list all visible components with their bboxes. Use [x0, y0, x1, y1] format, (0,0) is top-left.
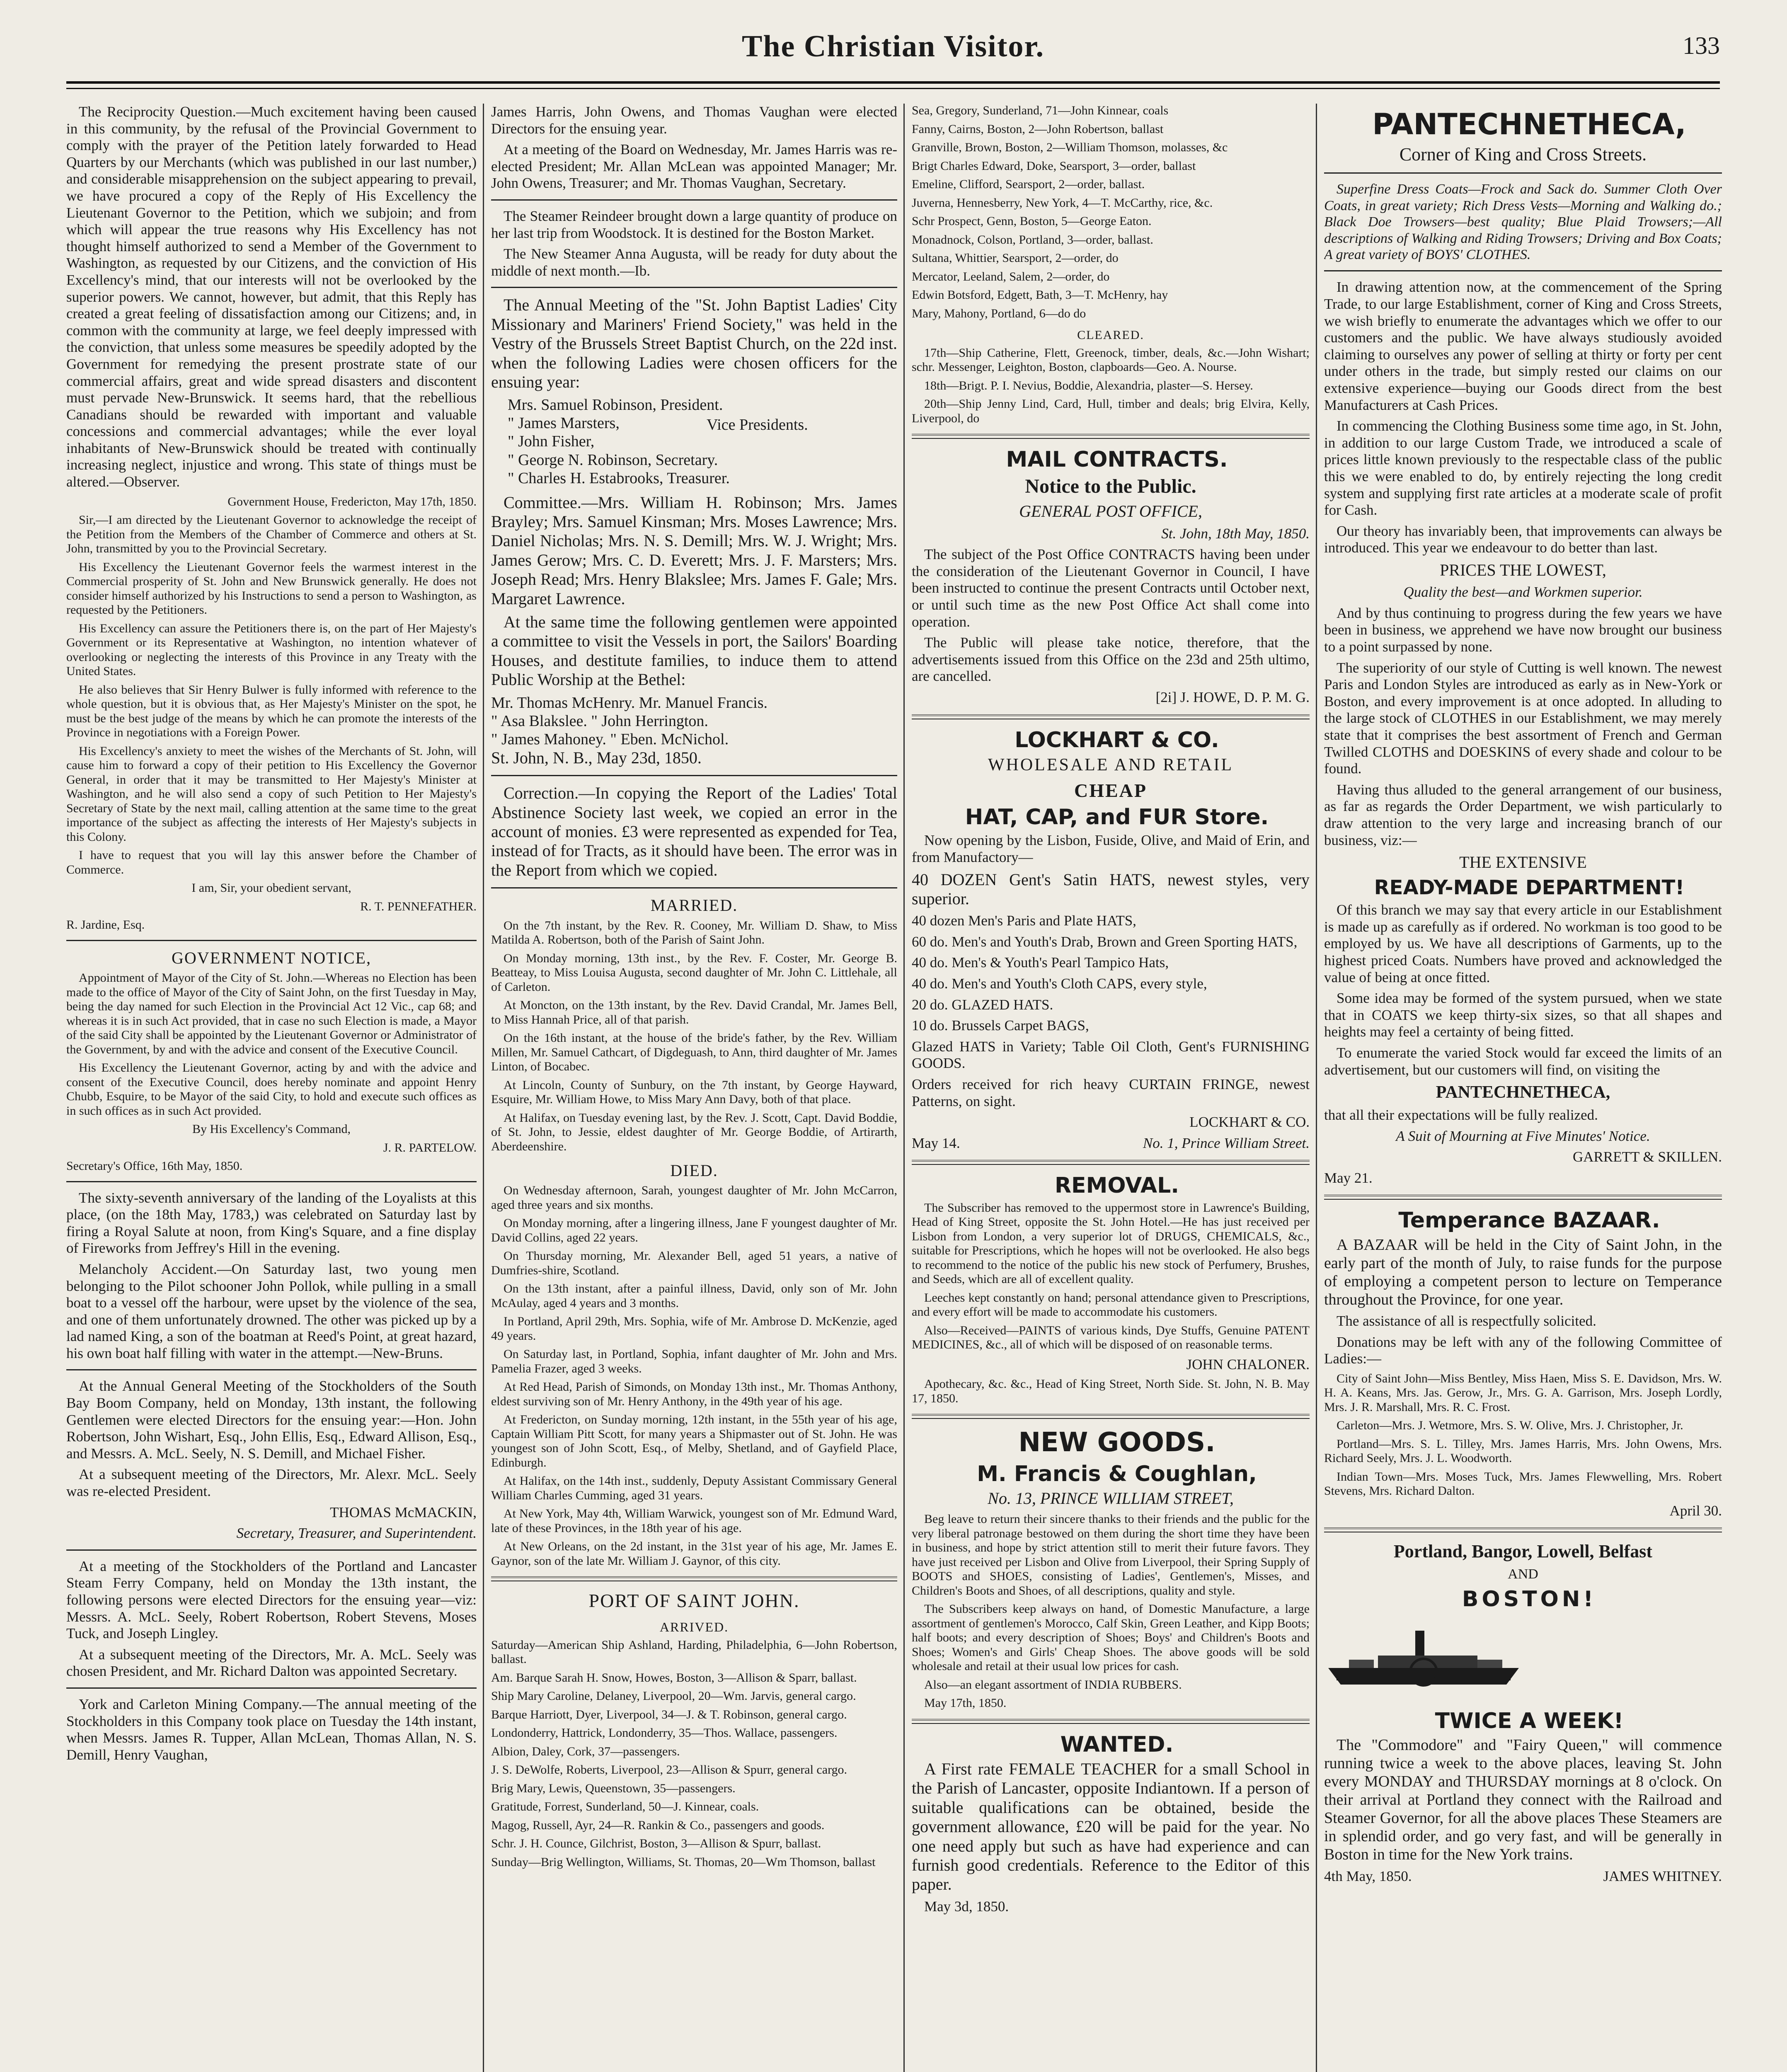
bazaar-heading: Temperance BAZAAR. [1398, 1208, 1660, 1233]
bazaar-paragraph: Donations may be left with any of the following Committee of Ladies:— [1324, 1334, 1722, 1367]
signoff: I am, Sir, your obedient servant, [191, 881, 351, 895]
hat-store-heading: HAT, CAP, and FUR Store. [965, 805, 1269, 830]
reindeer-article: The Steamer Reindeer brought down a large quantity of produce on her last trip from Woodstock. It is destined for the Boston Market. [491, 208, 897, 241]
cleared-entry: 17th—Ship Catherine, Flett, Greenock, timber, deals, &c.—John Wishart; schr. Messenger, Leighton, Boston, clapboards—Geo. A. Nourse. [912, 346, 1310, 374]
divider [912, 1414, 1310, 1419]
column-divider [483, 104, 484, 2072]
wanted-heading: WANTED. [1060, 1732, 1174, 1757]
steamer-paragraph: The "Commodore" and "Fairy Queen," will commence running twice a week to the above places, leaving St. John every MONDAY and THURSDAY mornings at 8 o'clock. On their arrival at Portland they connect with the Railroad and Steamer Governor, for all the above places These Steamers are in splendid order, and go very fast, and will be generally in Boston in time for the New York trains. [1324, 1736, 1722, 1864]
death-notice: At Fredericton, on Sunday morning, 12th instant, in the 55th year of his age, Captain William Pitt Scott, for many years a Shipmaster out of St. John. He was youngest son of John Scott, Esq., of Melby, Shetland, and of Gayfield Place, Edinburgh. [491, 1413, 897, 1469]
arrival: Brig Mary, Lewis, Queenstown, 35—passengers. [491, 1781, 736, 1795]
ship-entry: Edwin Botsford, Edgett, Bath, 3—T. McHenry, hay [912, 288, 1168, 302]
cleared-entry: 20th—Ship Jenny Lind, Card, Hull, timber and deals; brig Elvira, Kelly, Liverpool, do [912, 397, 1310, 425]
dateline: May 14. [912, 1135, 960, 1151]
married-heading: MARRIED. [650, 896, 738, 915]
ship-entry: Emeline, Clifford, Searsport, 2—order, ballast. [912, 177, 1145, 191]
column-4 [1324, 104, 1722, 2072]
section-heading: GOVERNMENT NOTICE, [172, 948, 371, 967]
married-notice: At Lincoln, County of Sunbury, on the 7th instant, by George Hayward, Esquire, Mr. William Howe, to Miss Mary Ann Davy, both of that place. [491, 1078, 897, 1106]
route-and: AND [1508, 1566, 1538, 1582]
divider [1324, 1195, 1722, 1200]
masthead-rule [66, 81, 1720, 89]
francis-paragraph: Beg leave to return their sincere thanks to their friends and the public for the very liberal patronage bestowed on them during the short time they have been in business, and hope by strict attention still to merit their future favors. They have just received per Lisbon and Olive from Liverpool, their Spring Supply of BOOTS and SHOES, consisting of Ladies', Gentlemen's, Misses, and Children's Boots and Shoes, of all descriptions, quality and style. [912, 1512, 1310, 1598]
officer: " James Marsters, [508, 414, 620, 432]
wanted-paragraph: A First rate FEMALE TEACHER for a small School in the Parish of Lancaster, opposite Indiantown. If a person of suitable qualifications can be obtained, beside the government allowance, £20 will be paid for the year. No one need apply but such as have had experience and can furnish good credentials. Reference to the Editor of this paper. [912, 1760, 1310, 1894]
pantechnetheca-paragraph: Our theory has invariably been, that improvements can always be introduced. This year we endeavour to do better than last. [1324, 523, 1722, 556]
newspaper-title: The Christian Visitor. [742, 29, 1044, 63]
death-notice: On the 13th instant, after a painful illness, David, only son of Mr. John McAulay, aged 4 years and 3 months. [491, 1282, 897, 1310]
arrival: Sunday—Brig Wellington, Williams, St. Thomas, 20—Wm Thomson, ballast [491, 1855, 876, 1869]
removal-paragraph: Leeches kept constantly on hand; personal attendance given to Prescriptions, and every effort will be made to accommodate his customers. [912, 1290, 1310, 1319]
bazaar-paragraph: A BAZAAR will be held in the City of Saint John, in the early part of the month of July, to raise funds for the purpose of employing a competent person to lecture on Temperance throughout the Province, for one year. [1324, 1236, 1722, 1308]
prices-heading: PRICES THE LOWEST, [1440, 560, 1606, 579]
officers-list [491, 396, 897, 487]
francis-paragraph: Also—an elegant assortment of INDIA RUBBERS. [924, 1677, 1182, 1692]
dateline: St. John, 18th May, 1850. [1161, 525, 1310, 542]
officer: " George N. Robinson, Secretary. [508, 451, 718, 469]
stock-item: Orders received for rich heavy CURTAIN FRINGE, newest Patterns, on sight. [912, 1076, 1310, 1109]
divider [491, 775, 897, 776]
arrival: Am. Barque Sarah H. Snow, Howes, Boston, 3—Allison & Sparr, ballast. [491, 1670, 857, 1685]
mining-article: York and Carleton Mining Company.—The annual meeting of the Stockholders in this Company took place on Tuesday the 14th instant, when Messrs. James R. Tupper, Allan McLean, Thomas Allan, N. S. Demill, Henry Vaughan, [66, 1696, 477, 1763]
dateline: May 21. [1324, 1169, 1373, 1186]
arrivals-list [491, 1638, 897, 1870]
twice-weekly-heading: TWICE A WEEK! [1435, 1708, 1624, 1733]
gentlemen-list [491, 694, 897, 748]
cleared-list [912, 346, 1310, 426]
death-notice: On Monday morning, after a lingering illness, Jane F youngest daughter of Mr. David Collins, aged 22 years. [491, 1216, 897, 1244]
vice-presidents-label: Vice Presidents. [707, 416, 808, 434]
francis-heading: M. Francis & Coughlan, [977, 1461, 1257, 1486]
signer: JAMES WHITNEY. [1603, 1868, 1722, 1884]
pantechnetheca-heading: PANTECHNETHECA, [1372, 107, 1686, 141]
divider [912, 434, 1310, 439]
pantechnetheca-paragraph: In drawing attention now, at the commencement of the Spring Trade, to our large Establishment, corner of King and Cross Streets, we wish briefly to enumerate the advantages which we offer to our customers and the public. We have always studiously avoided claiming to ourselves any power of selling at thirty or forty per cent under others in the trade, but simply rested our claims on our extensive experience—buying our Goods direct from the best Manufacturers at Cash Prices. [1324, 279, 1722, 413]
post-office-line: GENERAL POST OFFICE, [1019, 502, 1202, 521]
dateline: April 30. [1669, 1502, 1722, 1519]
divider [491, 887, 897, 888]
mail-paragraph: The Public will please take notice, therefore, that the advertisements issued from this Office on the 23d and 25th ultimo, are cancelled. [912, 634, 1310, 685]
divider [1324, 270, 1722, 271]
letter-paragraph: Sir,—I am directed by the Lieutenant Governor to acknowledge the receipt of the Petition from the Members of the Chamber of Commerce and others at St. John, transmitted by you to the Provincial Secretary. [66, 513, 477, 556]
stock-item: 20 do. GLAZED HATS. [912, 996, 1053, 1013]
removal-heading: REMOVAL. [1055, 1173, 1179, 1198]
dateline: May 3d, 1850. [924, 1898, 1009, 1915]
divider [66, 1181, 477, 1182]
ship-entry: Monadnock, Colson, Portland, 3—order, ballast. [912, 232, 1153, 247]
lockhart-heading: LOCKHART & CO. [1015, 727, 1219, 753]
route-heading: Portland, Bangor, Lowell, Belfast [1393, 1541, 1653, 1562]
anna-article: The New Steamer Anna Augusta, will be ready for duty about the middle of next month.—Ib. [491, 246, 897, 279]
letter-paragraph: His Excellency the Lieutenant Governor feels the warmest interest in the Commercial prosperity of St. John and New Brunswick generally. He does not consider himself authorized by his Instructions to send a person to Washington, as requested by the Petitioners. [66, 560, 477, 617]
ship-entry: Mercator, Leeland, Salem, 2—order, do [912, 269, 1110, 283]
dateline: 4th May, 1850. [1324, 1868, 1412, 1884]
arrival: Londonderry, Hattrick, Londonderry, 35—Thos. Wallace, passengers. [491, 1726, 838, 1740]
article-continued: James Harris, John Owens, and Thomas Vaughan were elected Directors for the ensuing year. [491, 104, 897, 137]
ship-entry: Granville, Brown, Boston, 2—William Thomson, molasses, &c [912, 140, 1228, 154]
removal-paragraph: The Subscriber has removed to the uppermost store in Lawrence's Building, Head of King Street, opposite the St. John Hotel.—He has just received per Lisbon from London, a very superior lot of DRUGS, CHEMICALS, &c., suitable for Prescriptions, which he hopes will not be overlooked. He also begs to recommend to the notice of the public his new stock of Perfumery, Brushes, and Seeds, which are all of excellent quality. [912, 1201, 1310, 1286]
gentlemen-row: " James Mahoney. " Eben. McNichol. [491, 730, 729, 748]
mourning-line: A Suit of Mourning at Five Minutes' Notice. [1396, 1128, 1650, 1144]
officer: Mrs. Samuel Robinson, President. [508, 396, 723, 414]
died-list [491, 1184, 897, 1568]
page-number: 133 [1683, 32, 1720, 59]
death-notice: At Halifax, on the 14th inst., suddenly, Deputy Assistant Commissary General William Charles Cumming, aged 31 years. [491, 1474, 897, 1502]
death-notice: At New York, May 4th, William Warwick, youngest son of Mr. Edmund Ward, late of these Provinces, in the 18th year of his age. [491, 1507, 897, 1535]
pantechnetheca-paragraph: And by thus continuing to progress during the few years we have been in business, we apprehend we have now brought our business to a point surpassed by none. [1324, 605, 1722, 655]
loyalists-article: The sixty-seventh anniversary of the landing of the Loyalists at this place, (on the 18th May, 1783,) was celebrated on Saturday last by firing a Royal Salute at noon, from King's Square, and a fine display of Fireworks from Jeffrey's Hill in the evening. [66, 1189, 477, 1256]
signer: THOMAS McMACKIN, [330, 1504, 477, 1520]
letter-paragraph: His Excellency's anxiety to meet the wishes of the Merchants of St. John, will cause him to forward a copy of their petition to His Excellency the Governor General, in order that it may be transmitted to Her Majesty's Minister at Washington, and he will also send a copy of such Petition to Her Majesty's Secretary of State by the next mail, calling attention at the same time to the great importance of the subject as affecting the interests of Her Majesty's subjects in this Colony. [66, 744, 477, 844]
correction-article: Correction.—In copying the Report of the Ladies' Total Abstinence Society last week, we copied an error in the account of monies. £3 were represented as expended for Tea, instead of for Tracts, as it should have been. The error was in the Report from which we copied. [491, 784, 897, 879]
gentlemen-row: Mr. Thomas McHenry. Mr. Manuel Francis. [491, 694, 768, 712]
arrival: Ship Mary Caroline, Delaney, Liverpool, 20—Wm. Jarvis, general cargo. [491, 1689, 856, 1703]
divider [66, 1687, 477, 1689]
bazaar-paragraph: The assistance of all is respectfully solicited. [1337, 1312, 1596, 1329]
notice-paragraph: His Excellency the Lieutenant Governor, acting by and with the advice and consent of the Executive Council, does hereby nominate and appoint Henry Chubb, Esquire, to be Mayor of the said City, to hold and execute such offices as in such offices as in such Act provided. [66, 1061, 477, 1118]
divider [66, 1549, 477, 1551]
divider [1324, 172, 1722, 174]
divider [491, 199, 897, 201]
arrival: Gratitude, Forrest, Sunderland, 50—J. Kinnear, coals. [491, 1800, 759, 1814]
clothing-list: Superfine Dress Coats—Frock and Sack do. Summer Cloth Over Coats, in great variety; Rich Dress Vests—Morning and Walking do.; Black Doe Trowsers—best quality; Blue Plaid Trowsers;—All descriptions of Walking and Riding Trowsers; Driving and Box Coats; A great variety of BOYS' CLOTHES. [1324, 182, 1722, 262]
stock-item: 60 do. Men's and Youth's Drab, Brown and Green Sporting HATS, [912, 933, 1298, 950]
lockhart-subheading: WHOLESALE AND RETAIL [988, 755, 1234, 775]
married-list [491, 919, 897, 1154]
letter-paragraph: I have to request that you will lay this answer before the Chamber of Commerce. [66, 848, 477, 876]
address: No. 13, PRINCE WILLIAM STREET, [988, 1489, 1234, 1508]
notice-paragraph: Appointment of Mayor of the City of St. John.—Whereas no Election has been made to the office of Mayor of the City of Saint John, on the first Tuesday in May, being the day named for such Election in the Provincial Act 12 Vic., cap 68; and whereas it is in such Act provided, that in case no such Election is made, a Mayor of the said City shall be appointed by the Lieutenant Governor or Administrator of the Government, by and with the advice and consent of the Executive Council. [66, 971, 477, 1056]
signer: J. R. PARTELOW. [383, 1140, 477, 1155]
ferry-article: At a meeting of the Stockholders of the Portland and Lancaster Steam Ferry Company, held on Monday the 13th instant, the following persons were elected Directors for the ensuing year—viz: Messrs. A. McL. Seely, Robert Robertson, Robert Stevens, Moses Tuck, and Joseph Lingley. [66, 1558, 477, 1642]
ship-entry: Sultana, Whittier, Searsport, 2—order, do [912, 251, 1119, 265]
death-notice: At Red Head, Parish of Simonds, on Monday 13th inst., Mr. Thomas Anthony, eldest surviving son of Mr. Henry Anthony, in the 49th year of his age. [491, 1380, 897, 1408]
column-2 [491, 104, 897, 2072]
ship-entry: Fanny, Cairns, Boston, 2—John Robertson, ballast [912, 122, 1164, 136]
pantechnetheca-paragraph: The superiority of our style of Cutting is well known. The newest Paris and London Styles are introduced as early as in New-York or Boston, and every improvement is at once adopted. In alluding to the large stock of CLOTHES in our Establishment, we may merely state that it comprises the best assortment of French and German Twilled CLOTHS and DOESKINS of every shade and colour to be found. [1324, 659, 1722, 777]
arrived-heading: ARRIVED. [659, 1619, 729, 1634]
arrival: Schr. J. H. Counce, Gilchrist, Boston, 3—Allison & Spurr, ballast. [491, 1837, 821, 1851]
signer: R. T. PENNEFATHER. [360, 899, 477, 913]
officer: " John Fisher, [508, 433, 595, 450]
letter-paragraph: His Excellency can assure the Petitioners there is, on the part of Her Majesty's Government or its Representative at Washington, no intention whatever of overlooking or neglecting the interests of this Province in any Treaty with the United States. [66, 621, 477, 678]
mail-paragraph: The subject of the Post Office CONTRACTS having been under the consideration of the Lieutenant Governor in Council, I have been instructed to continue the present Contracts until October next, or until such time as the new Post Office Act shall come into operation. [912, 546, 1310, 630]
officer: " Charles H. Estabrooks, Treasurer. [508, 469, 730, 487]
stock-item: 10 do. Brussels Carpet BAGS, [912, 1017, 1089, 1034]
died-heading: DIED. [670, 1161, 718, 1180]
divider [491, 1576, 897, 1581]
divider [66, 940, 477, 941]
married-notice: At Halifax, on Tuesday evening last, by the Rev. J. Scott, Capt. David Boddie, of St. John, to Jessie, eldest daughter of Mr. George Boddie, of Artirarth, Aberdeenshire. [491, 1111, 897, 1153]
ship-entry: Schr Prospect, Genn, Boston, 5—George Eaton. [912, 214, 1152, 228]
gentlemen-row: " Asa Blakslee. " John Herrington. [491, 712, 708, 730]
new-goods-heading: NEW GOODS. [1018, 1427, 1216, 1458]
stock-item: 40 dozen Men's Paris and Plate HATS, [912, 913, 1136, 929]
baptist-article: The Annual Meeting of the "St. John Baptist Ladies' City Missionary and Mariners' Friend Society," was held in the Vestry of the Brussels Street Baptist Church, on the 22d inst. when the following Ladies were chosen officers for the ensuing year: [491, 295, 897, 391]
cleared-entry: 18th—Brigt. P. I. Nevius, Boddie, Alexandria, plaster—S. Hersey. [924, 378, 1253, 392]
pantechnetheca-paragraph: Having thus alluded to the general arrangement of our business, as far as regards the Order Department, we wish particularly to draw attention to the very large and increasing branch of our business, viz:— [1324, 781, 1722, 848]
arrival: J. S. DeWolfe, Roberts, Liverpool, 23—Allison & Spurr, general cargo. [491, 1763, 847, 1777]
boston-heading: BOSTON! [1462, 1586, 1597, 1612]
married-notice: On the 7th instant, by the Rev. R. Cooney, Mr. William D. Shaw, to Miss Matilda A. Robertson, both of the Parish of Saint John. [491, 918, 897, 947]
death-notice: On Wednesday afternoon, Sarah, youngest daughter of Mr. John McCarron, aged three years and six months. [491, 1184, 897, 1212]
lockhart-items [912, 870, 1310, 1110]
stock-item: 40 do. Men's and Youth's Cloth CAPS, every style, [912, 975, 1207, 992]
dateline: St. John, N. B., May 23d, 1850. [491, 748, 702, 767]
death-notice: At New Orleans, on the 2d instant, in the 31st year of his age, Mr. James E. Gaynor, son of the late Mr. William J. Gaynor, of this city. [491, 1539, 897, 1568]
dateline: Secretary's Office, 16th May, 1850. [66, 1159, 243, 1173]
boom-article: At the Annual General Meeting of the Stockholders of the South Bay Boom Company, held on Monday, 13th instant, the following Gentlemen were elected Directors for the ensuing year:—Hon. John Robertson, John Wishart, Esq., John Ellis, Esq., Edward Allison, Esq., and Messrs. A. McL. Seely, N. S. Demill, and Michael Fisher. [66, 1378, 477, 1462]
steamboat-icon [1324, 1622, 1523, 1693]
port-heading: PORT OF SAINT JOHN. [588, 1590, 800, 1612]
dateline: May 17th, 1850. [924, 1696, 1007, 1710]
stock-item: Glazed HATS in Variety; Table Oil Cloth, Gent's FURNISHING GOODS. [912, 1038, 1310, 1072]
arrival: Albion, Daley, Cork, 37—passengers. [491, 1744, 680, 1758]
column-divider [1316, 104, 1317, 2072]
divider [912, 1160, 1310, 1165]
steamer-footer [1324, 1868, 1722, 1885]
cleared-heading: CLEARED. [1077, 328, 1144, 342]
extensive-heading: THE EXTENSIVE [1459, 853, 1587, 872]
mail-contracts-subheading: Notice to the Public. [1025, 475, 1196, 497]
divider [1324, 1527, 1722, 1532]
column-3 [912, 104, 1310, 2072]
signer: LOCKHART & CO. [1189, 1114, 1310, 1130]
signer-title: Secretary, Treasurer, and Superintendent. [236, 1525, 477, 1542]
pantechnetheca-paragraph: In commencing the Clothing Business some time ago, in St. John, in addition to our large Custom Trade, we introduced a scale of prices little known previously to the respectable class of the public this we were enabled to do, by entirely rejecting the long credit system and supplying first rate articles at a moderate scale of profit for Cash. [1324, 418, 1722, 518]
pantechnetheca-name: PANTECHNETHECA, [1436, 1083, 1610, 1102]
gentlemen-article: At the same time the following gentlemen were appointed a committee to visit the Vessels in port, the Sailors' Boarding Houses, and destitute families, to induce them to attend Public Worship at the Bethel: [491, 612, 897, 689]
signer: GARRETT & SKILLEN. [1572, 1149, 1722, 1165]
committee-group: Carleton—Mrs. J. Wetmore, Mrs. S. W. Olive, Mrs. J. Christopher, Jr. [1337, 1418, 1683, 1433]
command-line: By His Excellency's Command, [192, 1122, 351, 1136]
divider [912, 714, 1310, 719]
lockhart-intro: Now opening by the Lisbon, Fuside, Olive, and Maid of Erin, and from Manufactory— [912, 832, 1310, 865]
board-article: At a meeting of the Board on Wednesday, Mr. James Harris was re-elected President; Mr. Allan McLean was appointed Manager; Mr. John Owens, Treasurer; and Mr. Thomas Vaughan, Secretary. [491, 141, 897, 191]
divider [66, 1369, 477, 1370]
addressee: R. Jardine, Esq. [66, 918, 145, 932]
pantechnetheca-paragraph: To enumerate the varied Stock would far exceed the limits of an advertisement, but our customers will find, on visiting the [1324, 1045, 1722, 1078]
francis-paragraph: The Subscribers keep always on hand, of Domestic Manufacture, a large assortment of gentlemen's Morocco, Calf Skin, Green Leather, and Kipp Boots; half boots; and every description of Shoes; Boys' and Children's Boots and Shoes; Women's and Girls' Cheap Shoes. The above goods will be sold wholesale and retail at their usual low prices for cash. [912, 1602, 1310, 1673]
committee-group: Portland—Mrs. S. L. Tilley, Mrs. James Harris, Mrs. John Owens, Mrs. Richard Seely, Mrs. J. L. Woodworth. [1324, 1437, 1722, 1465]
masthead [66, 29, 1720, 79]
pantechnetheca-address: Corner of King and Cross Streets. [1399, 144, 1647, 165]
pantechnetheca-paragraph: Of this branch we may say that every article in our Establishment is made up as carefully as if ordered. No workman is too good to be employed by us. We have all descriptions of Garments, up to the highest priced Coats. Numbers have proved and acknowledged the value of being at once fitted. [1324, 902, 1722, 985]
married-notice: On the 16th instant, at the house of the bride's father, by the Rev. William Millen, Mr. Samuel Cathcart, of Digdeguash, to Ann, third daughter of Mr. James Linton, of Bocabec. [491, 1031, 897, 1074]
reciprocity-article: The Reciprocity Question.—Much excitement having been caused in this community, by the refusal of the Provincial Government to comply with the prayer of the Petition lately forwarded to Head Quarters by our Merchants (which was published in our last number,) and considerable misapprehension on the subject appearing to prevail, we have procured a copy of the Reply of His Excellency the Lieutenant Governor to the Petition, which we subjoin; and from which will appear the true reasons why His Excellency has not thought himself authorized to send a Member of the Government to Washington, as requested by our Citizens, and the conviction of His Excellency's mind, that our interests will not be overlooked by the superior powers. We cannot, however, but admit, that this Reply has created a great feeling of dissatisfaction among our Citizens; and, in common with the community at large, we feel deeply impressed with the conviction, that unless some measures be speedily adopted by the Government for remedying the present prostrate state of our commercial affairs, great and wide spread disasters and discontent must pervade New-Brunswick. It seems hard, that the rebellious Canadians should be rewarded with important and valuable concessions and commercial advantages; while the ever loyal inhabitants of New-Brunswick should be treated with continually increasing neglect, injustice and wrong. This state of things must be altered.—Observer. [66, 104, 477, 490]
arrival: Barque Harriott, Dyer, Liverpool, 34—J. & T. Robinson, general cargo. [491, 1707, 847, 1721]
ship-entry: Juverna, Hennesberry, New York, 4—T. McCarthy, rice, &c. [912, 196, 1213, 210]
mail-contracts-heading: MAIL CONTRACTS. [1006, 447, 1228, 472]
address: No. 1, Prince William Street. [1143, 1135, 1310, 1151]
readymade-heading: READY-MADE DEPARTMENT! [1374, 876, 1685, 899]
arrival: Saturday—American Ship Ashland, Harding, Philadelphia, 6—John Robertson, ballast. [491, 1638, 897, 1666]
committee-group: Indian Town—Mrs. Moses Tuck, Mrs. James Flewwelling, Mrs. Robert Stevens, Mrs. Richard Dalton. [1324, 1469, 1722, 1498]
ships-list [912, 104, 1310, 321]
dateline: Government House, Fredericton, May 17th, 1850. [228, 494, 477, 508]
accident-article: Melancholy Accident.—On Saturday last, two young men belonging to the Pilot schooner John Pollok, while pulling in a small boat to a vessel off the harbour, were upset by the violence of the sea, and one of them unfortunately drowned. The other was picked up by a lad named King, a son of the boatman at Reed's Point, at great hazard, his own boat half filling with water in the attempt.—New-Bruns. [66, 1261, 477, 1361]
quality-line: Quality the best—and Workmen superior. [1403, 584, 1643, 600]
cheap-banner: CHEAP [1074, 779, 1147, 801]
stock-item: 40 DOZEN Gent's Satin HATS, newest styles, very superior. [912, 870, 1310, 908]
death-notice: On Thursday morning, Mr. Alexander Bell, aged 51 years, a native of Dumfries-shire, Scotland. [491, 1249, 897, 1277]
removal-paragraph: Also—Received—PAINTS of various kinds, Dye Stuffs, Genuine PATENT MEDICINES, &c., all of which will be disposed of on reasonable terms. [912, 1323, 1310, 1352]
address: Apothecary, &c. &c., Head of King Street, North Side. St. John, N. B. May 17, 1850. [912, 1377, 1310, 1405]
pantechnetheca-paragraph: that all their expectations will be fully realized. [1324, 1106, 1598, 1123]
ship-entry: Brigt Charles Edward, Doke, Searsport, 3—order, ballast [912, 159, 1196, 173]
married-notice: At Moncton, on the 13th instant, by the Rev. David Crandal, Mr. James Bell, to Miss Hannah Price, all of that parish. [491, 998, 897, 1026]
stock-item: 40 do. Men's & Youth's Pearl Tampico Hats, [912, 954, 1169, 971]
ferry-article: At a subsequent meeting of the Directors, Mr. A. McL. Seely was chosen President, and Mr. Richard Dalton was appointed Secretary. [66, 1646, 477, 1680]
death-notice: On Saturday last, in Portland, Sophia, infant daughter of Mr. John and Mrs. Pamelia Frazer, aged 3 weeks. [491, 1347, 897, 1375]
letter-paragraph: He also believes that Sir Henry Bulwer is fully informed with reference to the whole question, but it is obvious that, as Her Majesty's Minister on the spot, he must be the best judge of the means by which he can promote the interests of the Province in negotiations with a Foreign Power. [66, 683, 477, 740]
pantechnetheca-paragraph: Some idea may be formed of the system pursued, when we state that in COATS we keep thirty-six sizes, so that all shapes and heights may feel a certainty of being fitted. [1324, 990, 1722, 1040]
married-notice: On Monday morning, 13th inst., by the Rev. F. Coster, Mr. George B. Beatteay, to Miss Louisa Augusta, second daughter of Mr. John C. Littlehale, all of Carleton. [491, 951, 897, 994]
boom-article: At a subsequent meeting of the Directors, Mr. Alexr. McL. Seely was re-elected President. [66, 1466, 477, 1500]
lockhart-footer [912, 1135, 1310, 1152]
signer: JOHN CHALONER. [1186, 1356, 1310, 1372]
divider [912, 1719, 1310, 1724]
divider [491, 287, 897, 288]
ship-entry: Mary, Mahony, Portland, 6—do do [912, 306, 1086, 320]
death-notice: In Portland, April 29th, Mrs. Sophia, wife of Mr. Ambrose D. McKenzie, aged 49 years. [491, 1314, 897, 1343]
committee-list: Committee.—Mrs. William H. Robinson; Mrs. James Brayley; Mrs. Samuel Kinsman; Mrs. Moses Lawrence; Mrs. Daniel Nicholas; Mrs. N. S. Demill; Mrs. W. J. Wright; Mrs. James Gerow; Mrs. C. D. Everett; Mrs. J. F. Marsters; Mrs. Joseph Read; Mrs. Henry Blakslee; Mrs. James F. Gale; Mrs. Margaret Lawrence. [491, 493, 897, 608]
column-divider [903, 104, 905, 2072]
arrival: Magog, Russell, Ayr, 24—R. Rankin & Co., passengers and goods. [491, 1818, 825, 1832]
ship-entry: Sea, Gregory, Sunderland, 71—John Kinnear, coals [912, 104, 1169, 117]
committee-group: City of Saint John—Miss Bentley, Miss Haen, Miss S. E. Davidson, Mrs. W. H. A. Keans, Mrs. Jas. Gerow, Jr., Mrs. G. A. Garrison, Mrs. Joseph Lordly, Mrs. J. R. Marshall, Mrs. R. C. Frost. [1324, 1371, 1722, 1414]
signer: [2i] J. HOWE, D. P. M. G. [1155, 689, 1310, 706]
column-1 [66, 104, 477, 2072]
